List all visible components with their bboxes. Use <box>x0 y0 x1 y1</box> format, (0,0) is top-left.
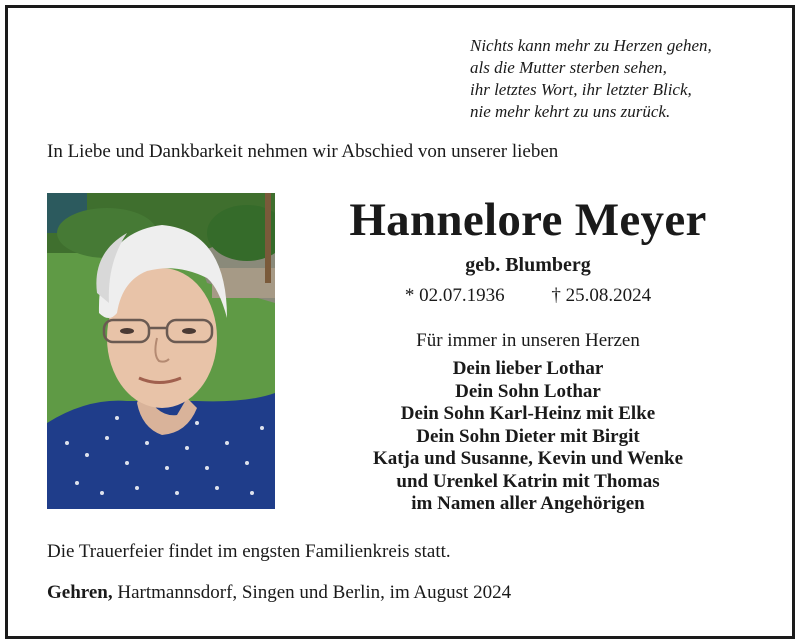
motto-text: Für immer in unseren Herzen <box>416 330 640 351</box>
portrait-photo <box>47 193 275 509</box>
mourner-line: im Namen aller Angehörigen <box>411 493 645 514</box>
birth-date: * 02.07.1936 <box>404 285 505 306</box>
mourner-line: Katja und Susanne, Kevin und Wenke <box>372 448 684 469</box>
maiden-name: geb. Blumberg <box>465 254 591 276</box>
mourner-line: und Urenkel Katrin mit Thomas <box>396 470 660 492</box>
intro-text: In Liebe und Dankbarkeit nehmen wir Abschied von unserer lieben <box>47 141 559 162</box>
poem-line: nie mehr kehrt zu uns zurück. <box>470 102 671 121</box>
poem <box>470 35 712 123</box>
mourner-line: Dein Sohn Lothar <box>455 380 601 402</box>
deceased-name: Hannelore Meyer <box>349 194 707 246</box>
death-date: † 25.08.2024 <box>551 285 652 306</box>
life-dates <box>300 285 756 307</box>
poem-line: als die Mutter sterben sehen, <box>470 58 667 77</box>
mourners-list <box>300 358 756 516</box>
mourner-line: Dein Sohn Dieter mit Birgit <box>416 425 640 447</box>
funeral-note: Die Trauerfeier findet im engsten Familienkreis statt. <box>47 541 451 562</box>
poem-line: ihr letztes Wort, ihr letzter Blick, <box>470 80 692 99</box>
place-rest: Hartmannsdorf, Singen und Berlin, im August 2024 <box>112 582 512 603</box>
place-town: Gehren, <box>47 582 113 603</box>
mourner-line: Dein lieber Lothar <box>452 358 604 379</box>
place-line <box>47 582 511 604</box>
poem-line: Nichts kann mehr zu Herzen gehen, <box>470 36 712 55</box>
mourner-line: Dein Sohn Karl-Heinz mit Elke <box>400 403 656 424</box>
